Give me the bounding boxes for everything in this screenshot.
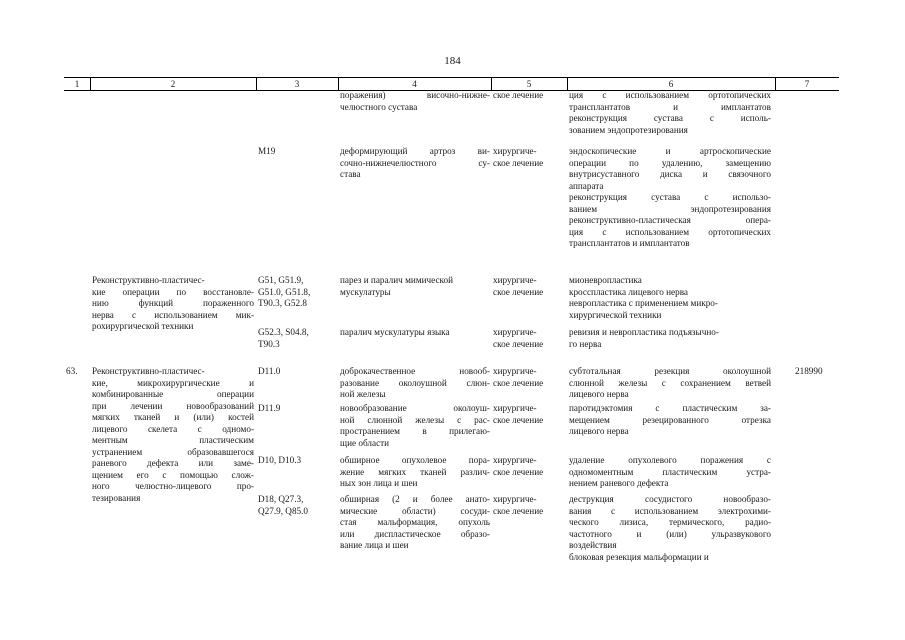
text-line: хирургиче-	[493, 275, 537, 285]
text-line: ское лечение	[493, 157, 544, 168]
text-line: нением раневого дефекта	[569, 478, 669, 488]
text-line: T90.3, G52.8	[258, 298, 307, 308]
text-line: внутрисуставного диска и связочного	[569, 169, 771, 179]
text-line: T90.3	[258, 338, 280, 349]
text-line: кие, микрохирургические и	[92, 377, 254, 388]
section-63-price: 218990	[795, 366, 823, 376]
s63-row2-method	[569, 403, 771, 438]
table-body	[64, 89, 839, 640]
text-line: ское лечение	[493, 505, 544, 516]
recon-row2-method	[569, 327, 771, 350]
recon-group-title	[92, 275, 254, 333]
text-line: поражения) височно-нижне-	[340, 90, 490, 100]
cont-row1-method	[569, 90, 771, 136]
recon-row1-codes	[258, 275, 338, 310]
cont-row1-diagnosis	[340, 90, 490, 113]
text-line: хирургиче-	[493, 327, 537, 337]
s63-row4-method	[569, 494, 771, 563]
text-line: кросспластика лицевого нерва	[569, 286, 689, 297]
text-line: удаление опухолевого поражения с	[569, 455, 771, 465]
text-line: ское лечение	[493, 466, 544, 477]
text-line: кие операции по восстановле-	[92, 286, 254, 297]
recon-row1-treatment	[493, 275, 566, 298]
text-line: паротидэктомия с пластическим за-	[569, 403, 771, 413]
text-line: субтотальная резекция околоушной	[569, 366, 771, 376]
text-line: хирургиче-	[493, 366, 537, 376]
text-line: паралич мускулатуры языка	[340, 327, 450, 337]
recon-row2-treatment	[493, 327, 566, 350]
text-line: трансплантатов и имплантатов	[569, 238, 690, 248]
cont-row2-diagnosis	[340, 146, 490, 181]
text-line: челюстного сустава	[340, 101, 418, 112]
text-line: эндоскопические и артроскопические	[569, 146, 771, 156]
text-line: Реконструктивно-пластичес-	[92, 366, 205, 376]
header-col-1: 1	[74, 79, 80, 89]
text-line: хирургиче-	[493, 403, 537, 413]
text-line: блоковая резекция мальформации и	[569, 551, 709, 562]
s63-row2-codes	[258, 403, 338, 415]
text-line: ция с использованием ортотопических	[569, 90, 771, 100]
text-line: или диспластическое образо-	[340, 528, 490, 539]
text-line: нерва с использованием мик-	[92, 309, 254, 320]
header-col-4: 4	[412, 79, 417, 89]
text-line: ной железы	[340, 389, 386, 399]
text-line: става	[340, 169, 361, 179]
text-line: D10, D10.3	[258, 455, 302, 465]
text-line: тезирования	[92, 492, 141, 503]
text-line: го нерва	[569, 338, 602, 349]
text-line: ское лечение	[493, 90, 544, 100]
text-line: устранением образовавшегося	[92, 446, 254, 457]
text-line: хирургиче-	[493, 455, 537, 465]
text-line: частотного и (или) ульразвукового	[569, 528, 771, 539]
header-col-7: 7	[804, 79, 810, 89]
text-line: ское лечение	[493, 338, 544, 349]
text-line: слюнной железы с сохранением ветвей	[569, 377, 771, 388]
text-line: реконструкция сустава с использо-	[569, 192, 771, 202]
text-line: новообразование околоуш-	[340, 403, 490, 413]
s63-row1-method	[569, 366, 771, 401]
text-line: мические области) сосуди-	[340, 505, 490, 516]
text-line: ское лечение	[493, 286, 544, 297]
header-col-5: 5	[526, 79, 532, 89]
text-line: G51.0, G51.8,	[258, 286, 311, 297]
header-col-3: 3	[294, 79, 300, 89]
text-line: нию функций пораженного	[92, 298, 254, 308]
text-line: стая мальформация, опухоль	[340, 517, 490, 527]
text-line: G52.3, S04.8,	[258, 327, 309, 337]
text-line: реконструкция сустава с исполь-	[569, 113, 771, 123]
text-line: деформирующий артроз ви-	[340, 146, 490, 156]
text-line: G51, G51.9,	[258, 275, 304, 285]
text-line: хирургиче-	[493, 494, 537, 504]
recon-row2-diagnosis	[340, 327, 490, 339]
s63-row2-treatment	[493, 403, 566, 426]
text-line: раневого дефекта или заме-	[92, 458, 254, 468]
section-63-title	[92, 366, 254, 504]
text-line: D11.0	[258, 366, 281, 376]
text-line: мещением резецированного отрезка	[569, 414, 771, 425]
cont-row1-treatment	[493, 90, 566, 102]
text-line: D18, Q27.3,	[258, 494, 304, 504]
text-line: щие области	[340, 437, 390, 448]
header-col-2: 2	[170, 79, 176, 89]
section-63-number: 63.	[66, 366, 78, 376]
text-line: M19	[258, 146, 276, 156]
text-line: Реконструктивно-пластичес-	[92, 275, 205, 285]
text-line: вания с использованием электрохими-	[569, 505, 771, 516]
text-line: комбинированные операции	[92, 389, 254, 399]
text-line: ванием эндопротезирования	[569, 203, 771, 214]
cont-row2-codes	[258, 146, 336, 158]
s63-row1-treatment	[493, 366, 566, 389]
text-line: аппарата	[569, 180, 604, 191]
text-line: трансплантатов и имплантатов	[569, 101, 771, 112]
text-line: ревизия и невропластика подъязычно-	[569, 327, 719, 337]
text-line: рохирургической техники	[92, 321, 194, 331]
recon-row1-diagnosis	[340, 275, 490, 298]
text-line: лицевого нерва	[569, 389, 629, 399]
text-line: ного челюстно-лицевого про-	[92, 481, 254, 491]
text-line: воздействия	[569, 540, 617, 550]
text-line: ных зон лица и шеи	[340, 478, 418, 488]
text-line: обширная (2 и более анато-	[340, 494, 490, 504]
page-number: 184	[444, 55, 461, 67]
text-line: D11.9	[258, 403, 281, 413]
text-line: хирургиче-	[493, 146, 537, 156]
text-line: разование околоушной слюн-	[340, 377, 490, 388]
s63-row4-treatment	[493, 494, 566, 517]
text-line: вание лица и шеи	[340, 540, 409, 550]
text-line: лицевого нерва	[569, 426, 629, 436]
text-line: жение мягких тканей различ-	[340, 466, 490, 477]
text-line: пространением в прилегаю-	[340, 426, 490, 436]
s63-row4-codes	[258, 494, 338, 517]
cont-row2-treatment	[493, 146, 566, 169]
s63-row1-diagnosis	[340, 366, 490, 401]
text-line: лицевого скелета с одномо-	[92, 423, 254, 434]
s63-row3-diagnosis	[340, 455, 490, 490]
text-line: зованием эндопротезирования	[569, 124, 688, 135]
s63-row1-codes	[258, 366, 338, 378]
s63-row2-diagnosis	[340, 403, 490, 449]
text-line: ментным пластическим	[92, 435, 254, 445]
text-line: ческого лизиса, термического, радио-	[569, 517, 771, 527]
text-line: ной слюнной железы с рас-	[340, 414, 490, 425]
recon-row1-method	[569, 275, 771, 321]
text-line: реконструктивно-пластическая опера-	[569, 215, 771, 225]
text-line: ское лечение	[493, 414, 544, 425]
text-line: одномоментным пластическим устра-	[569, 466, 771, 477]
text-line: ция с использованием ортотопических	[569, 226, 771, 237]
text-line: операции по удалению, замещению	[569, 157, 771, 168]
text-line: ское лечение	[493, 377, 544, 388]
s63-row4-diagnosis	[340, 494, 490, 552]
s63-row3-codes	[258, 455, 338, 467]
text-line: мягких тканей и (или) костей	[92, 412, 254, 422]
header-col-6: 6	[668, 79, 674, 89]
text-line: хирургической техники	[569, 309, 662, 320]
text-line: сочно-нижнечелюстного су-	[340, 157, 490, 168]
text-line: щением его с помощью слож-	[92, 469, 254, 480]
text-line: доброкачественное новооб-	[340, 366, 490, 376]
cont-row2-method	[569, 146, 771, 250]
s63-row3-method	[569, 455, 771, 490]
text-line: деструкция сосудистого новообразо-	[569, 494, 771, 504]
text-line: обширное опухолевое пора-	[340, 455, 490, 465]
text-line: мускулатуры	[340, 286, 391, 297]
s63-row3-treatment	[493, 455, 566, 478]
recon-row2-codes	[258, 327, 338, 350]
text-line: при лечении новообразований	[92, 400, 254, 411]
text-line: невропластика с применением микро-	[569, 298, 718, 308]
text-line: мионевропластика	[569, 275, 642, 285]
text-line: парез и паралич мимической	[340, 275, 454, 285]
text-line: Q27.9, Q85.0	[258, 505, 309, 516]
